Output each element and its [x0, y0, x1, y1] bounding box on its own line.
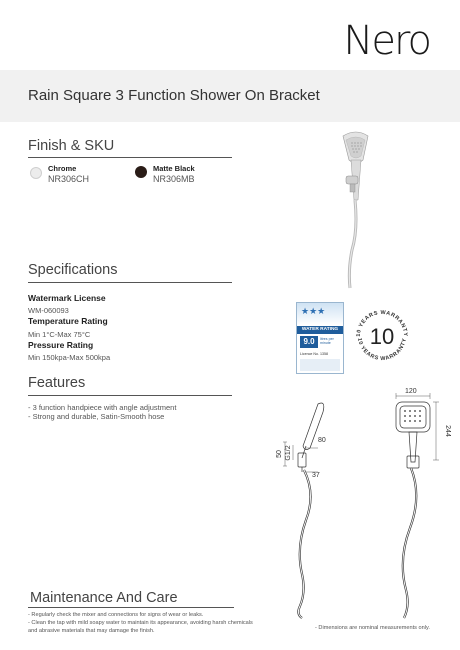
- dimensions-note: - Dimensions are nominal measurements only.: [315, 625, 430, 631]
- matte-black-swatch: [135, 166, 147, 178]
- feature-item: - 3 function handpiece with angle adjustment: [28, 403, 177, 412]
- maintenance-heading: Maintenance And Care: [30, 590, 178, 606]
- maintenance-rule: [28, 607, 234, 608]
- features-heading: Features: [28, 375, 86, 391]
- spec-watermark-label: Watermark License: [28, 293, 106, 303]
- dim-label-80: 80: [318, 437, 326, 444]
- warranty-years: 10: [369, 324, 395, 349]
- finish-matte-black-name: Matte Black: [153, 164, 195, 173]
- dim-label-g12: G1/2: [285, 445, 292, 461]
- spec-temperature-value: Min 1°C-Max 75°C: [28, 330, 91, 339]
- water-rating-license: Licence No. 1358: [300, 352, 328, 356]
- warranty-arc-text-top: 10 YEARS WARRANTY: [355, 309, 409, 337]
- brand-logo: Nero: [343, 18, 430, 64]
- dim-label-37: 37: [312, 472, 320, 479]
- finish-rule: [28, 157, 232, 158]
- dim-label-120: 120: [405, 388, 417, 395]
- feature-item: - Strong and durable, Satin-Smooth hose: [28, 412, 165, 421]
- maintenance-item: - Regularly check the mixer and connections for signs of wear or leaks.: [28, 612, 204, 618]
- water-rating-title: WATER RATING: [297, 326, 343, 334]
- finish-chrome-sku: NR306CH: [48, 174, 90, 184]
- warranty-arc-text-bottom: 10 YEARS WARRANTY: [356, 337, 408, 363]
- specifications-rule: [28, 282, 232, 283]
- finish-matte-black-sku: NR306MB: [153, 174, 195, 184]
- water-rating-value: 9.0: [300, 336, 318, 348]
- finish-chrome-name: Chrome: [48, 164, 77, 173]
- star-icon: ★★★: [301, 306, 326, 316]
- title-band: [0, 70, 460, 122]
- finish-heading: Finish & SKU: [28, 138, 115, 154]
- spec-temperature-label: Temperature Rating: [28, 316, 108, 326]
- water-rating-unit: litres per minute: [320, 337, 334, 345]
- dim-label-244: 244: [444, 425, 451, 437]
- product-title: Rain Square 3 Function Shower On Bracket: [28, 87, 320, 104]
- spec-pressure-value: Min 150kpa-Max 500kpa: [28, 353, 111, 362]
- spec-pressure-label: Pressure Rating: [28, 340, 94, 350]
- chrome-swatch: [30, 167, 42, 179]
- warranty-seal: [352, 306, 412, 366]
- water-rating-badge: [296, 302, 344, 374]
- features-rule: [28, 395, 232, 396]
- specifications-heading: Specifications: [28, 262, 118, 278]
- water-rating-stars-band: [297, 303, 343, 325]
- dim-label-50: 50: [276, 450, 283, 458]
- water-rating-footer: [300, 359, 340, 371]
- maintenance-item: - Clean the tap with mild soapy water to maintain its appearance, avoiding harsh chemicals and abrasive materials that may damage the finish.: [28, 620, 253, 634]
- spec-watermark-value: WM-060093: [28, 306, 69, 315]
